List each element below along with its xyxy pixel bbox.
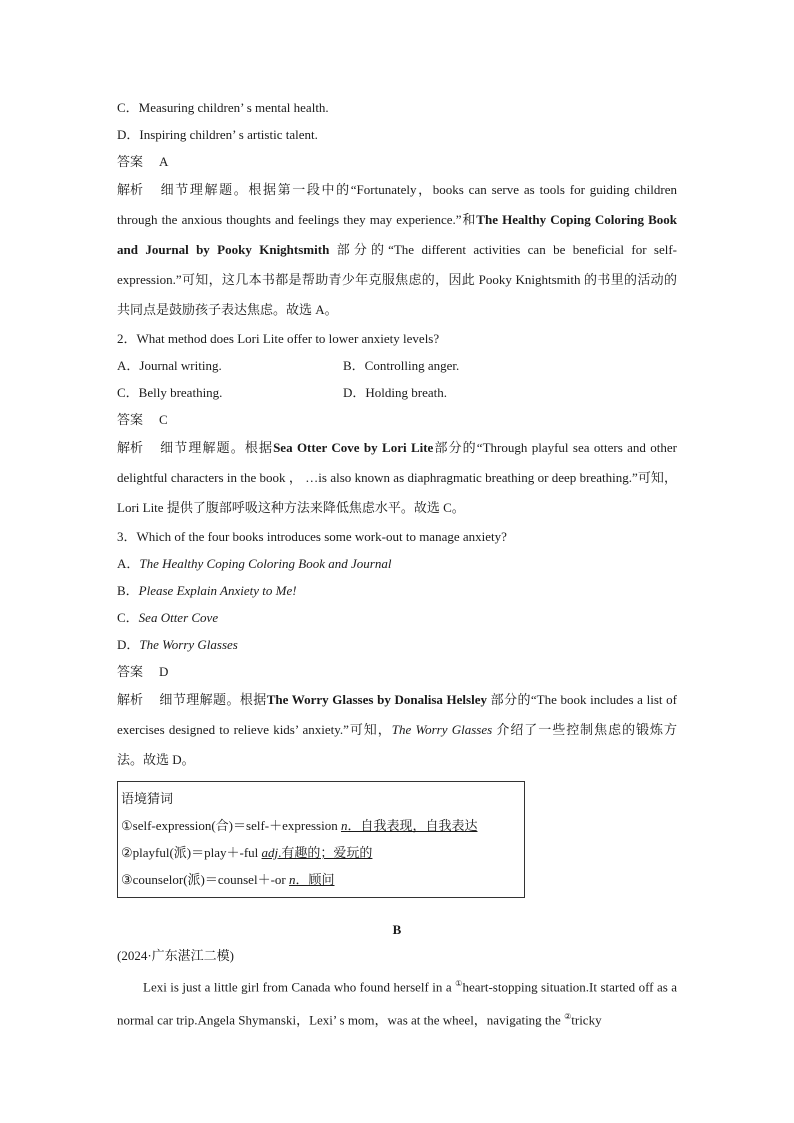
passage-text: heart-stopping situation.It started off as a normal car trip.Angela Shymanski，Lexi’ s mom，was at the wheel，navigating the [117,979,678,1028]
q2-option-d: D．Holding breath. [343,385,447,400]
book-title-bold: The Worry Glasses by Donalisa Helsley [266,692,487,707]
q2-option-a: A．Journal writing. [117,358,222,373]
vocab-word: ①self-expression(合)＝self-＋expression [121,818,338,833]
answer-label: 答案 [117,154,144,169]
book-title-bold: Sea Otter Cove by Lori Lite [273,440,434,455]
q2-option-b: B．Controlling anger. [343,358,460,373]
option-text: The Worry Glasses [139,637,238,652]
footnote-mark: ① [455,979,463,988]
explain-text: 部分的“The book includes a list of exercises designed to relieve kids’ anxiety.”可知， [117,692,677,737]
q2-options-ab [117,352,677,379]
q3-option-d [117,631,677,658]
option-letter: A． [117,556,140,571]
meaning-text: ．顾问 [295,872,335,887]
q2-options-cd [117,379,677,406]
answer-value: A [159,154,169,169]
q2-option-c: C．Belly breathing. [117,385,223,400]
option-letter: B． [117,583,139,598]
q1-option-c: C．Measuring children’ s mental health. [117,100,329,115]
book-title-bold: The Healthy Coping Coloring Book and Journal by Pooky Knightsmith [117,212,677,257]
q3-option-b [117,577,677,604]
vocab-meaning [341,818,478,833]
q1-explanation [117,175,677,325]
vocab-meaning [262,845,373,860]
vocab-item-3 [121,866,521,893]
q2-question: 2．What method does Lori Lite offer to lower anxiety levels? [117,331,440,346]
explain-text: 细节理解题。根据 [159,692,267,707]
explain-text: 细节理解题。根据 [159,440,274,455]
vocab-item-2 [121,839,521,866]
part-of-speech: n [288,872,296,887]
meaning-text: ．自我表现，自我表达 [347,818,478,833]
answer-value: D [159,664,169,679]
part-of-speech: n [340,818,348,833]
section-b-paragraph [117,969,677,1036]
vocab-box [117,781,525,898]
answer-label: 答案 [117,664,144,679]
meaning-text: .有趣的；爱玩的 [278,845,373,860]
option-text: The Healthy Coping Coloring Book and Journal [139,556,392,571]
explain-label: 解析 [117,440,144,455]
q3-explanation [117,685,677,775]
passage-text: Lexi is just a little girl from Canada who found herself in a [143,979,456,995]
q3-answer [117,658,677,685]
answer-label: 答案 [117,412,144,427]
option-text: Please Explain Anxiety to Me! [138,583,297,598]
option-letter: D． [117,637,140,652]
document-page [117,94,677,1036]
q2-answer [117,406,677,433]
vocab-item-1 [121,812,521,839]
vocab-title: 语境猜词 [121,791,174,806]
q1-answer [117,148,677,175]
q3-option-c [117,604,677,631]
vocab-word: ②playful(派)＝play＋-ful [121,845,259,860]
passage-text: tricky [571,1012,602,1028]
footnote-mark: ② [564,1012,572,1022]
book-title-italic: The Worry Glasses [391,722,493,737]
q3-option-a [117,550,677,577]
vocab-meaning [289,872,335,887]
q1-option-d: D．Inspiring children’ s artistic talent. [117,127,318,142]
section-b-heading: B [392,922,402,937]
option-text: Sea Otter Cove [138,610,219,625]
explain-label: 解析 [117,692,144,707]
option-letter: C． [117,610,139,625]
section-b-source: (2024·广东湛江二模) [117,948,234,963]
q2-explanation [117,433,677,523]
part-of-speech: adj [261,845,279,860]
explain-text: 部分的“Through playful sea otters and other delightful characters in the book ， …is also known as diaphragmatic breathing or deep breathing.”可知，Lori Lite 提供了腹部呼吸这种方法来降低焦虑水平。故选 C。 [117,440,677,515]
q3-question: 3．Which of the four books introduces some work-out to manage anxiety? [117,529,507,544]
explain-label: 解析 [117,182,144,197]
answer-value: C [159,412,168,427]
explain-text: 细节理解题。根据第一段中的“Fortunately，books can serve as tools for guiding children through the anxious thoughts and feelings they may experience.”和 [117,182,677,227]
explain-text: 部分的“The different activities can be beneficial for self-expression.”可知，这几本书都是帮助青少年克服焦虑的，因此 Pooky Knightsmith 的书里的活动的共同点是鼓励孩子表达焦虑。故选 A。 [117,242,678,317]
vocab-word: ③counselor(派)＝counsel＋-or [121,872,286,887]
explain-text: 介绍了一些控制焦虑的锻炼方法。故选 D。 [117,722,677,767]
